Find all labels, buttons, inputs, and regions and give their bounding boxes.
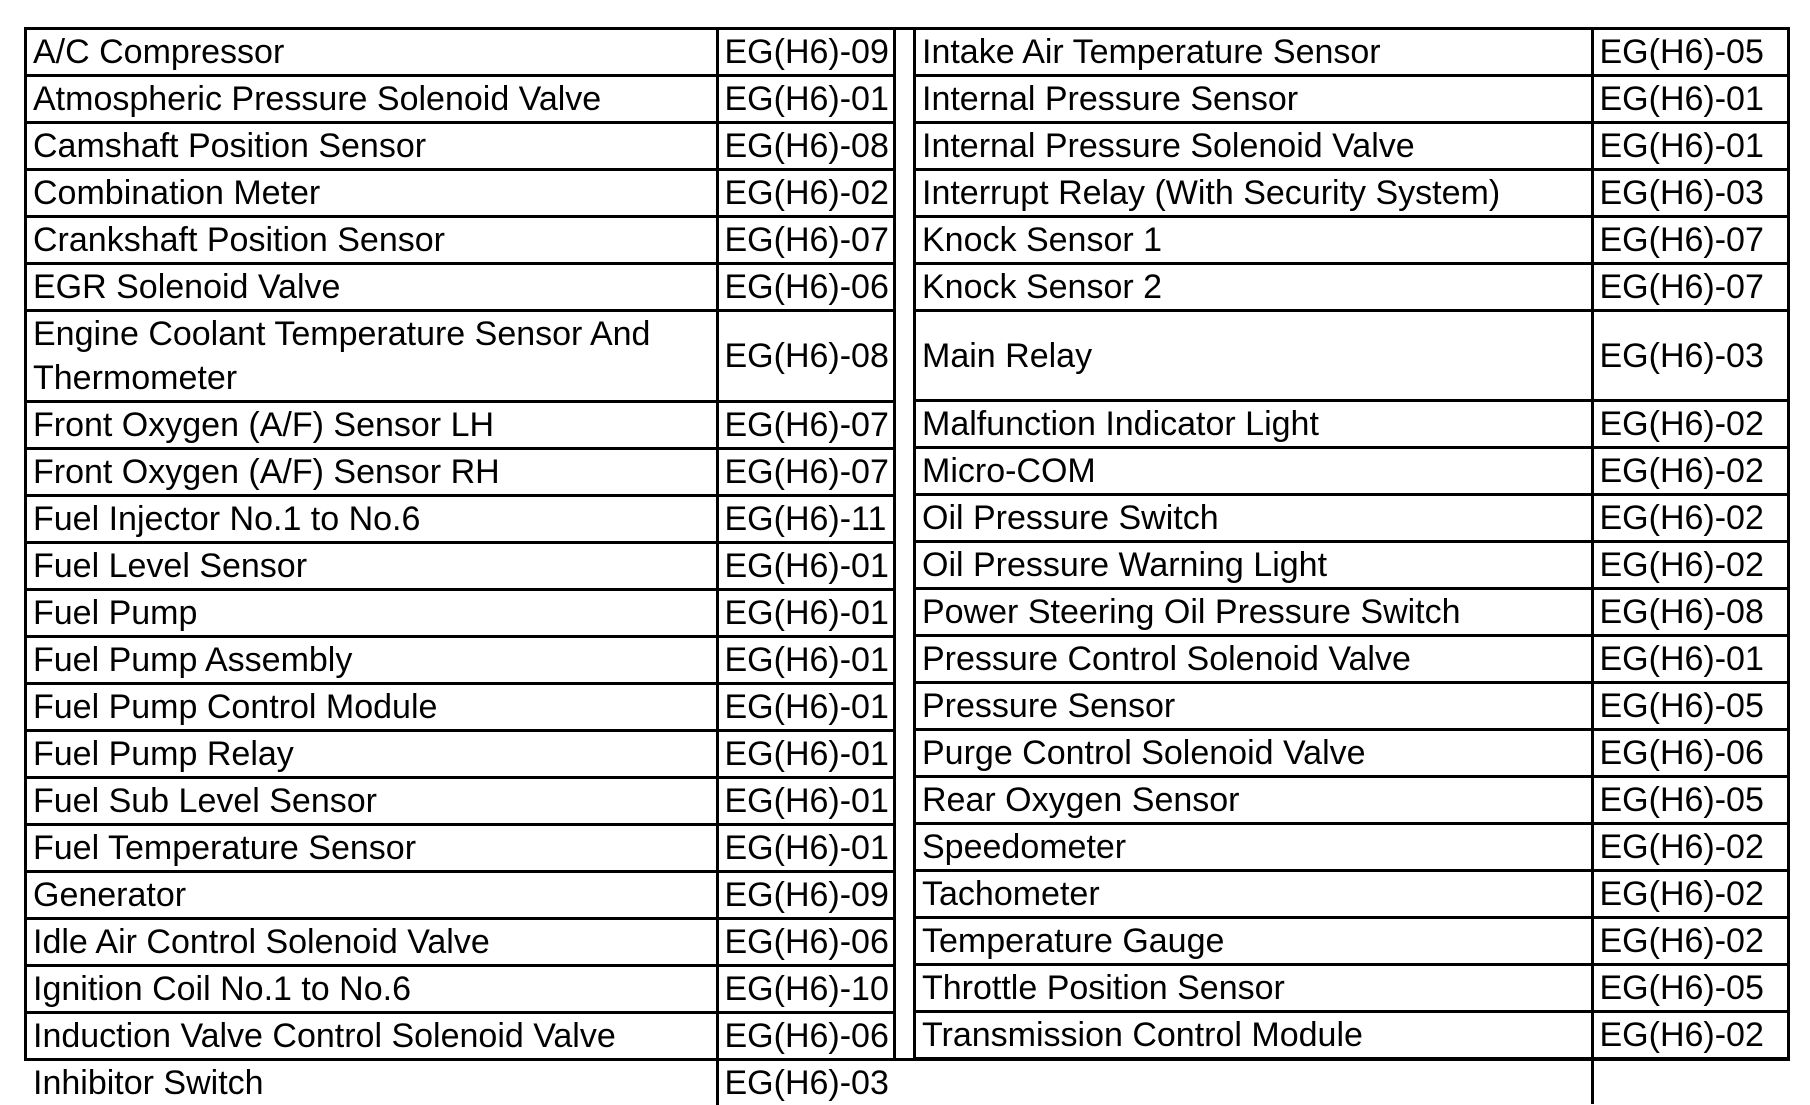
diagram-code: EG(H6)-07 xyxy=(1592,264,1787,311)
table-row xyxy=(27,170,893,217)
component-name xyxy=(916,1059,1592,1104)
component-name: Tachometer xyxy=(916,871,1592,918)
component-name: Transmission Control Module xyxy=(916,1012,1592,1059)
diagram-code: EG(H6)-01 xyxy=(717,825,893,872)
table-row xyxy=(27,311,893,402)
component-name: Crankshaft Position Sensor xyxy=(27,217,717,264)
right-column xyxy=(916,30,1787,1058)
diagram-code: EG(H6)-01 xyxy=(717,76,893,123)
diagram-code: EG(H6)-01 xyxy=(717,778,893,825)
table-row xyxy=(27,872,893,919)
diagram-code: EG(H6)-06 xyxy=(717,919,893,966)
diagram-code: EG(H6)-05 xyxy=(1592,683,1787,730)
table-row xyxy=(27,731,893,778)
component-name: Speedometer xyxy=(916,824,1592,871)
component-name: Intake Air Temperature Sensor xyxy=(916,30,1592,76)
table-row xyxy=(916,918,1787,965)
component-name: Fuel Pump Control Module xyxy=(27,684,717,731)
diagram-code: EG(H6)-03 xyxy=(1592,311,1787,401)
component-name: Fuel Pump xyxy=(27,590,717,637)
table-row xyxy=(27,30,893,76)
table-row xyxy=(916,871,1787,918)
component-name: Oil Pressure Warning Light xyxy=(916,542,1592,589)
left-table xyxy=(27,30,893,1105)
table-row xyxy=(916,730,1787,777)
table-row xyxy=(916,30,1787,76)
diagram-code: EG(H6)-01 xyxy=(717,637,893,684)
table-row xyxy=(27,123,893,170)
table-row xyxy=(916,401,1787,448)
diagram-code: EG(H6)-08 xyxy=(717,123,893,170)
diagram-code: EG(H6)-09 xyxy=(717,872,893,919)
table-row xyxy=(916,636,1787,683)
component-name: Induction Valve Control Solenoid Valve xyxy=(27,1013,717,1060)
diagram-code: EG(H6)-02 xyxy=(1592,542,1787,589)
component-name: Rear Oxygen Sensor xyxy=(916,777,1592,824)
diagram-code: EG(H6)-01 xyxy=(1592,123,1787,170)
table-row xyxy=(916,123,1787,170)
component-name: Engine Coolant Temperature Sensor And Thermometer xyxy=(27,311,717,402)
table-row xyxy=(916,311,1787,401)
diagram-code: EG(H6)-09 xyxy=(717,30,893,76)
component-name: Fuel Level Sensor xyxy=(27,543,717,590)
table-row xyxy=(27,778,893,825)
component-name: Fuel Injector No.1 to No.6 xyxy=(27,496,717,543)
right-table-body xyxy=(916,30,1787,1104)
table-row xyxy=(916,965,1787,1012)
component-name: Camshaft Position Sensor xyxy=(27,123,717,170)
diagram-code: EG(H6)-06 xyxy=(1592,730,1787,777)
diagram-code: EG(H6)-01 xyxy=(717,590,893,637)
component-name: Internal Pressure Solenoid Valve xyxy=(916,123,1592,170)
diagram-code: EG(H6)-05 xyxy=(1592,965,1787,1012)
component-name: Fuel Pump Assembly xyxy=(27,637,717,684)
component-name: Inhibitor Switch xyxy=(27,1060,717,1105)
diagram-code: EG(H6)-01 xyxy=(717,684,893,731)
diagram-code: EG(H6)-06 xyxy=(717,1013,893,1060)
component-name: EGR Solenoid Valve xyxy=(27,264,717,311)
table-row xyxy=(916,824,1787,871)
component-name: Micro-COM xyxy=(916,448,1592,495)
diagram-code: EG(H6)-02 xyxy=(1592,448,1787,495)
component-name: A/C Compressor xyxy=(27,30,717,76)
component-name: Front Oxygen (A/F) Sensor LH xyxy=(27,402,717,449)
table-row xyxy=(27,449,893,496)
component-name: Fuel Temperature Sensor xyxy=(27,825,717,872)
component-name: Knock Sensor 2 xyxy=(916,264,1592,311)
table-row xyxy=(27,1013,893,1060)
diagram-code: EG(H6)-07 xyxy=(717,402,893,449)
diagram-code: EG(H6)-02 xyxy=(1592,495,1787,542)
diagram-code: EG(H6)-11 xyxy=(717,496,893,543)
table-row xyxy=(916,264,1787,311)
diagram-code: EG(H6)-07 xyxy=(717,449,893,496)
component-name: Ignition Coil No.1 to No.6 xyxy=(27,966,717,1013)
component-name: Oil Pressure Switch xyxy=(916,495,1592,542)
component-name: Power Steering Oil Pressure Switch xyxy=(916,589,1592,636)
diagram-code: EG(H6)-02 xyxy=(1592,401,1787,448)
table-row xyxy=(27,966,893,1013)
table-row xyxy=(27,496,893,543)
table-row xyxy=(27,402,893,449)
table-row xyxy=(916,777,1787,824)
diagram-code: EG(H6)-05 xyxy=(1592,30,1787,76)
table-row xyxy=(27,684,893,731)
diagram-code: EG(H6)-06 xyxy=(717,264,893,311)
diagram-code xyxy=(1592,1059,1787,1104)
component-name: Interrupt Relay (With Security System) xyxy=(916,170,1592,217)
diagram-code: EG(H6)-01 xyxy=(717,543,893,590)
component-name: Pressure Sensor xyxy=(916,683,1592,730)
table-row xyxy=(916,448,1787,495)
table-row xyxy=(916,217,1787,264)
diagram-code: EG(H6)-08 xyxy=(717,311,893,402)
table-row xyxy=(27,637,893,684)
left-column xyxy=(27,30,893,1058)
component-name: Generator xyxy=(27,872,717,919)
right-table xyxy=(916,30,1787,1104)
table-row xyxy=(27,264,893,311)
component-index-table xyxy=(24,27,1790,1061)
component-name: Idle Air Control Solenoid Valve xyxy=(27,919,717,966)
diagram-code: EG(H6)-05 xyxy=(1592,777,1787,824)
table-row xyxy=(27,590,893,637)
diagram-code: EG(H6)-03 xyxy=(1592,170,1787,217)
diagram-code: EG(H6)-02 xyxy=(1592,824,1787,871)
diagram-code: EG(H6)-10 xyxy=(717,966,893,1013)
table-row xyxy=(27,543,893,590)
component-name: Fuel Sub Level Sensor xyxy=(27,778,717,825)
component-name: Front Oxygen (A/F) Sensor RH xyxy=(27,449,717,496)
component-name: Temperature Gauge xyxy=(916,918,1592,965)
diagram-code: EG(H6)-07 xyxy=(717,217,893,264)
diagram-code: EG(H6)-02 xyxy=(1592,871,1787,918)
table-row xyxy=(27,825,893,872)
component-name: Throttle Position Sensor xyxy=(916,965,1592,1012)
table-row xyxy=(916,76,1787,123)
table-row xyxy=(27,919,893,966)
table-row xyxy=(916,589,1787,636)
table-row xyxy=(916,170,1787,217)
diagram-code: EG(H6)-01 xyxy=(1592,76,1787,123)
component-name: Purge Control Solenoid Valve xyxy=(916,730,1592,777)
component-name: Malfunction Indicator Light xyxy=(916,401,1592,448)
table-row xyxy=(916,1012,1787,1059)
table-row xyxy=(27,1060,893,1105)
table-row xyxy=(27,217,893,264)
component-name: Atmospheric Pressure Solenoid Valve xyxy=(27,76,717,123)
table-row xyxy=(27,76,893,123)
table-row xyxy=(916,495,1787,542)
table-row xyxy=(916,542,1787,589)
diagram-code: EG(H6)-03 xyxy=(717,1060,893,1105)
diagram-code: EG(H6)-02 xyxy=(717,170,893,217)
column-divider xyxy=(893,30,916,1058)
component-name: Knock Sensor 1 xyxy=(916,217,1592,264)
component-name: Main Relay xyxy=(916,311,1592,401)
component-name: Internal Pressure Sensor xyxy=(916,76,1592,123)
component-name: Combination Meter xyxy=(27,170,717,217)
diagram-code: EG(H6)-01 xyxy=(717,731,893,778)
component-name: Fuel Pump Relay xyxy=(27,731,717,778)
table-row xyxy=(916,1059,1787,1104)
diagram-code: EG(H6)-02 xyxy=(1592,1012,1787,1059)
component-name: Pressure Control Solenoid Valve xyxy=(916,636,1592,683)
table-row xyxy=(916,683,1787,730)
diagram-code: EG(H6)-08 xyxy=(1592,589,1787,636)
diagram-code: EG(H6)-07 xyxy=(1592,217,1787,264)
left-table-body xyxy=(27,30,893,1105)
diagram-code: EG(H6)-01 xyxy=(1592,636,1787,683)
diagram-code: EG(H6)-02 xyxy=(1592,918,1787,965)
